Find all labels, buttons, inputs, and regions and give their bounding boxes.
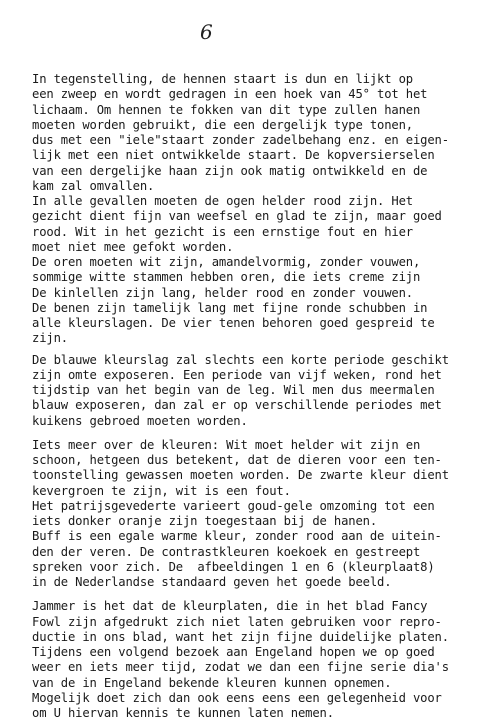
text-line: lichaam. Om hennen te fokken van dit type zullen hanen <box>32 102 421 117</box>
text-line: moeten worden gebruikt, die een dergelijk type tonen, <box>32 117 413 132</box>
page-number: 6 <box>200 20 213 44</box>
text-line: kuikens gebroed moeten worden. <box>32 413 248 428</box>
text-line: De blauwe kleurslag zal slechts een korte periode geschikt <box>32 352 449 367</box>
text-line: rood. Wit in het gezicht is een ernstige fout en hier <box>32 224 413 239</box>
text-line: van de in Engeland bekende kleuren kunnen opnemen. <box>32 675 392 690</box>
text-line: toonstelling gewassen moeten worden. De zwarte kleur dient <box>32 468 449 483</box>
text-line: van een dergelijke haan zijn ook matig ontwikkeld en de <box>32 163 428 178</box>
text-line: weer en iets meer tijd, zodat we dan een fijne serie dia's <box>32 660 449 675</box>
text-line: lijk met een niet ontwikkelde staart. De kopversierselen <box>32 148 435 163</box>
text-line: kevergroen te zijn, wit is een fout. <box>32 483 291 498</box>
text-line: De kinlellen zijn lang, helder rood en zonder vouwen. <box>32 285 413 300</box>
text-line: kam zal omvallen. <box>32 178 155 193</box>
paragraph-gap <box>32 429 492 438</box>
text-line: Fowl zijn afgedrukt zich niet laten gebruiken voor repro- <box>32 614 442 629</box>
text-line: Jammer is het dat de kleurplaten, die in het blad Fancy <box>32 599 428 614</box>
text-line: sommige witte stammen hebben oren, die iets creme zijn <box>32 270 421 285</box>
text-line: ductie in ons blad, want het zijn fijne duidelijke platen. <box>32 629 449 644</box>
paragraph <box>32 72 492 347</box>
text-line: Buff is een egale warme kleur, zonder rood aan de uitein- <box>32 529 442 544</box>
paragraph <box>32 438 492 591</box>
text-line: een zweep en wordt gedragen in een hoek van 45° tot het <box>32 87 428 102</box>
text-line: blauw exposeren, dan zal er op verschillende periodes met <box>32 398 442 413</box>
text-line: In tegenstelling, de hennen staart is dun en lijkt op <box>32 72 413 86</box>
text-line: zijn omte exposeren. Een periode van vijf weken, rond het <box>32 367 442 382</box>
text-line: De oren moeten wit zijn, amandelvormig, zonder vouwen, <box>32 255 421 269</box>
text-line: iets donker oranje zijn toegestaan bij de hanen. <box>32 514 377 528</box>
text-line: om U hiervan kennis te kunnen laten nemen. <box>32 706 334 720</box>
text-line: In alle gevallen moeten de ogen helder rood zijn. Het <box>32 194 413 208</box>
text-line: dus met een "iele"staart zonder zadelbehang enz. en eigen- <box>32 133 449 147</box>
text-line: den der veren. De contrastkleuren koekoek en gestreept <box>32 544 421 559</box>
text-line: tijdstip van het begin van de leg. Wil men dus meermalen <box>32 383 435 397</box>
text-line: Iets meer over de kleuren: Wit moet helder wit zijn en <box>32 437 421 452</box>
paragraph-gap <box>32 590 492 599</box>
body-text <box>32 72 492 721</box>
text-line: Tijdens een volgend bezoek aan Engeland hopen we op goed <box>32 645 435 659</box>
text-line: De benen zijn tamelijk lang met fijne ronde schubben in <box>32 300 428 315</box>
text-line: alle kleurslagen. De vier tenen behoren goed gespreid te <box>32 316 435 330</box>
text-line: moet niet mee gefokt worden. <box>32 239 234 254</box>
text-line: in de Nederlandse standaard geven het goede beeld. <box>32 575 392 589</box>
text-line: spreken voor zich. De afbeeldingen 1 en 6 (kleurplaat8) <box>32 559 435 574</box>
paragraph <box>32 599 492 721</box>
text-line: gezicht dient fijn van weefsel en glad te zijn, maar goed <box>32 209 442 224</box>
paragraph <box>32 353 492 429</box>
text-line: Mogelijk doet zich dan ook eens eens een gelegenheid voor <box>32 690 442 705</box>
text-line: schoon, hetgeen dus betekent, dat de dieren voor een ten- <box>32 453 442 467</box>
text-line: zijn. <box>32 331 68 346</box>
text-line: Het patrijsgevederte varieert goud-gele omzoming tot een <box>32 498 435 513</box>
